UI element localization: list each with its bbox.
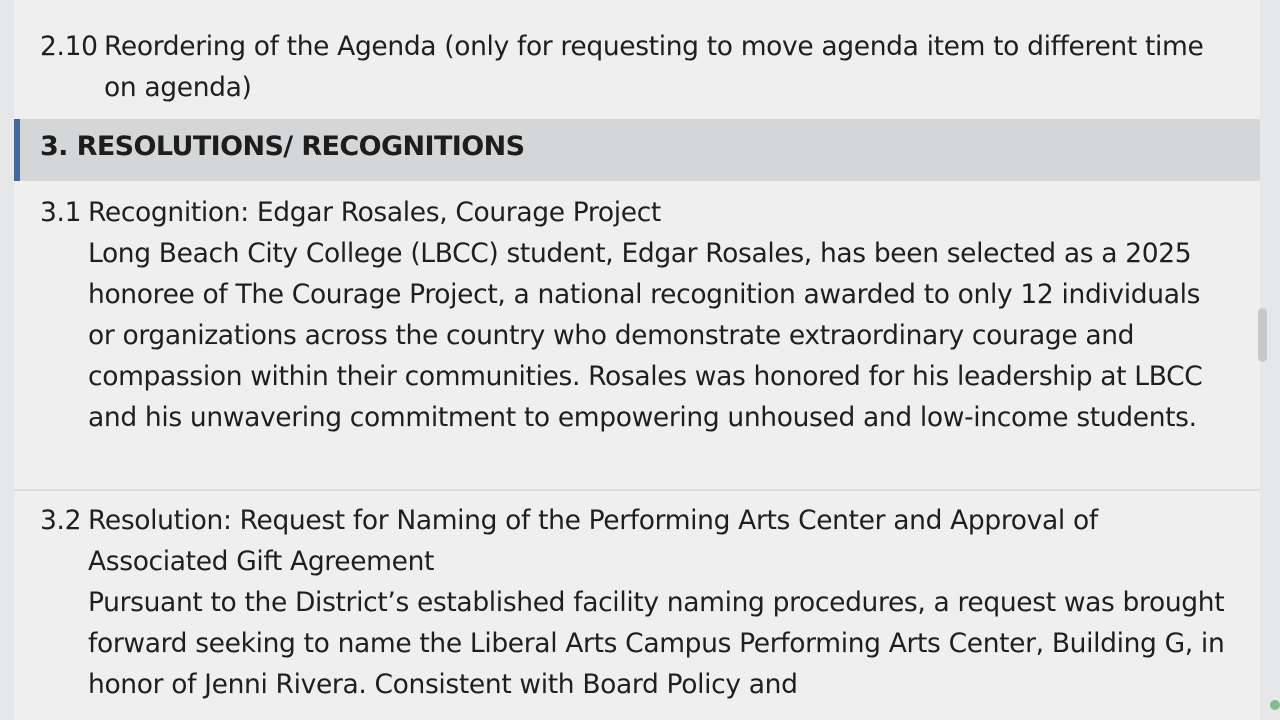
status-dot-icon — [1270, 700, 1280, 710]
agenda-item-title: Recognition: Edgar Rosales, Courage Project — [88, 197, 661, 228]
agenda-item-3-1[interactable] — [40, 192, 1220, 438]
agenda-item-title — [40, 26, 1220, 108]
agenda-item-2-10[interactable] — [40, 26, 1220, 108]
scrollbar-thumb[interactable] — [1258, 308, 1267, 362]
agenda-item-description: Long Beach City College (LBCC) student, Edgar Rosales, has been selected as a 2025 honoree of The Courage Project, a national recognition awarded to only 12 individuals or organizations across the country who demonstrate extraordinary courage and compassion within their communities. Rosales was honored for his leadership at LBCC and his unwavering commitment to empowering unhoused and low-income students. — [88, 238, 1203, 433]
agenda-item-content — [40, 500, 1228, 705]
agenda-item-title-text: Reordering of the Agenda (only for requesting to move agenda item to different time on agenda) — [104, 31, 1204, 103]
item-divider — [14, 489, 1260, 491]
section-title: 3. RESOLUTIONS/ RECOGNITIONS — [40, 131, 525, 162]
agenda-item-number: 3.1 — [40, 197, 82, 228]
agenda-item-number: 3.2 — [40, 505, 82, 536]
agenda-item-description: Pursuant to the District’s established facility naming procedures, a request was brought forward seeking to name the Liberal Arts Campus Performing Arts Center, Building G, in honor of Jenni Rivera. Consistent with Board Policy and — [88, 587, 1225, 700]
agenda-item-number: 2.10 — [40, 31, 98, 62]
agenda-item-3-2[interactable] — [40, 500, 1240, 705]
agenda-item-content — [40, 192, 1220, 438]
agenda-item-title: Resolution: Request for Naming of the Performing Arts Center and Approval of Associated Gift Agreement — [88, 505, 1098, 577]
section-header-resolutions[interactable] — [14, 119, 1260, 181]
